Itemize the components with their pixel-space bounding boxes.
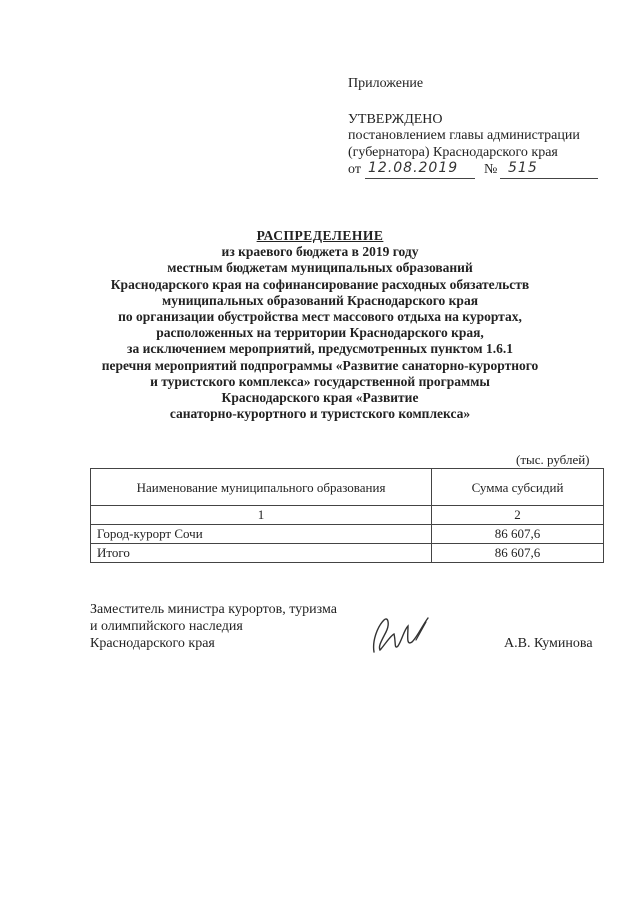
date-prefix: от [348,162,361,177]
table-row [91,525,604,544]
document-title [60,228,580,422]
signatory-position-line1: Заместитель министра курортов, туризма [90,602,337,617]
title-line: за исключением мероприятий, предусмотренных пунктом 1.6.1 [127,341,513,357]
handwritten-signature [368,612,438,660]
title-line: расположенных на территории Краснодарского края, [156,325,484,341]
total-label: Итого [91,544,432,563]
column-header-name: Наименование муниципального образования [91,469,432,506]
distribution-table [90,468,604,563]
subsidy-amount: 86 607,6 [432,525,604,544]
number-prefix: № [484,162,498,177]
total-amount: 86 607,6 [432,544,604,563]
column-number-row [91,506,604,525]
date-underline [365,178,475,179]
title-line: из краевого бюджета в 2019 году [221,244,419,260]
column-number: 2 [432,506,604,525]
appendix-label: Приложение [348,76,424,91]
title-line: Краснодарского края на софинансирование расходных обязательств [110,276,530,292]
title-line: санаторно-курортного и туристского комплекса» [169,406,471,422]
unit-label: (тыс. рублей) [516,452,590,467]
title-line: и туристского комплекса» государственной программы [150,373,490,389]
number-value: 515 [508,160,538,176]
signatory-position-line2: и олимпийского наследия [90,619,243,634]
date-value: 12.08.2019 [368,160,459,176]
approved-by-line2: (губернатора) Краснодарского края [348,145,558,160]
table-header-row [91,469,604,506]
signatory-name: А.В. Куминова [504,636,593,651]
title-heading: РАСПРЕДЕЛЕНИЕ [256,228,384,243]
title-line: местным бюджетам муниципальных образований [167,260,473,276]
approved-by-line1: постановлением главы администрации [348,128,580,143]
title-line: перечня мероприятий подпрограммы «Развитие санаторно-курортного [101,357,539,373]
title-line: муниципальных образований Краснодарского края [162,292,478,308]
column-number: 1 [91,506,432,525]
signatory-position-line3: Краснодарского края [90,636,215,651]
number-underline [500,178,598,179]
column-header-amount: Сумма субсидий [432,469,604,506]
approved-label: УТВЕРЖДЕНО [348,112,443,127]
title-line: по организации обустройства мест массового отдыха на курортах, [118,309,522,325]
table-row [91,544,604,563]
title-line: Краснодарского края «Развитие [221,390,419,406]
municipality-name: Город-курорт Сочи [91,525,432,544]
